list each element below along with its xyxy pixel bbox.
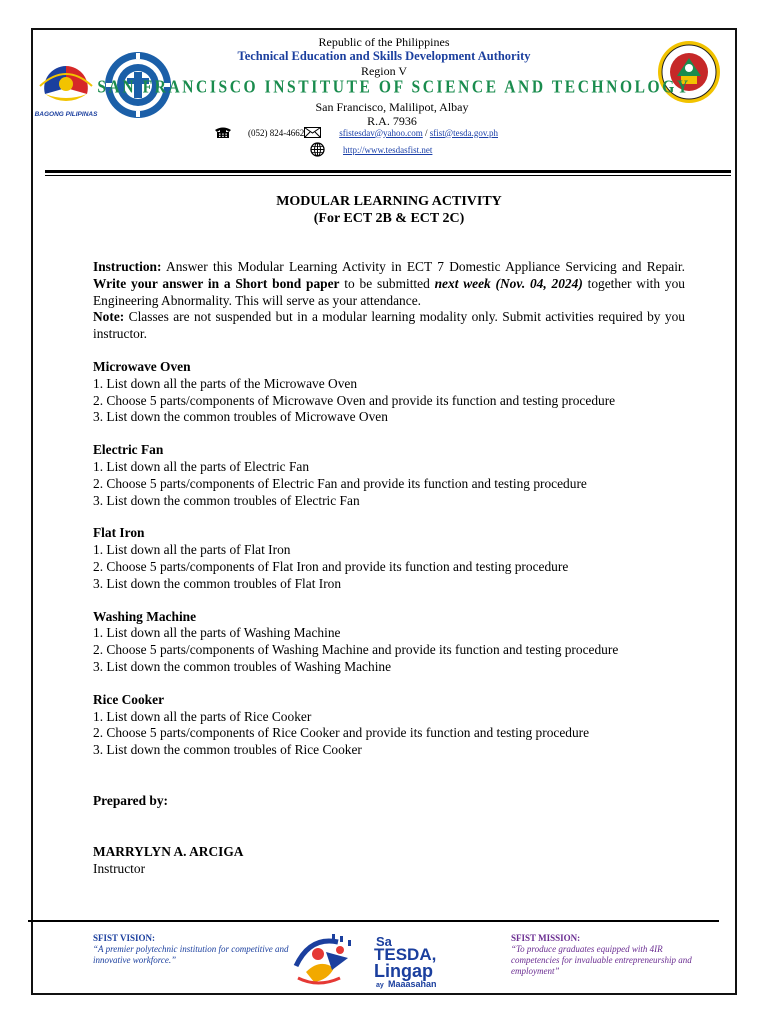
instructor-role: Instructor: [93, 860, 146, 876]
website-row: [310, 142, 432, 157]
list-item: 1. List down all the parts of Rice Cooker: [93, 708, 312, 724]
section-title: Rice Cooker: [93, 691, 165, 707]
school-address: San Francisco, Malilipot, Albay: [315, 100, 469, 114]
document-body: [93, 259, 685, 877]
instruction-text-1: Answer this Modular Learning Activity in ECT 7 Domestic Appliance Servicing and Repair.: [161, 259, 685, 274]
envelope-icon: [304, 127, 321, 138]
list-item: 1. List down all the parts of Flat Iron: [93, 542, 291, 558]
list-item: 3. List down the common troubles of Microwave Oven: [93, 409, 388, 425]
list-item: 3. List down the common troubles of Flat Iron: [93, 575, 342, 591]
section-flat-iron: [93, 525, 685, 592]
website-link[interactable]: http://www.tesdasfist.net: [343, 144, 433, 155]
activity-subtitle: (For ECT 2B & ECT 2C): [313, 211, 465, 226]
list-item: 1. List down all the parts of Electric Fan: [93, 458, 310, 474]
list-item: 1. List down all the parts of Washing Machine: [93, 625, 341, 641]
instructor-name: MARRYLYN A. ARCIGA: [93, 843, 244, 859]
lingap-sa: Sa: [376, 934, 392, 949]
list-item: 3. List down the common troubles of Electric Fan: [93, 492, 360, 508]
lingap-maaasahan: Maaasahan: [388, 979, 437, 989]
phone-icon: [214, 126, 232, 139]
email-link-yahoo[interactable]: sfistesdav@yahoo.com: [339, 127, 423, 138]
republic-line: Republic of the Philippines: [318, 35, 450, 49]
instruction-text-2: to be submitted: [339, 275, 435, 291]
section-title: Washing Machine: [93, 608, 197, 624]
region-line: Region V: [360, 64, 408, 78]
mission-label: SFIST MISSION:: [511, 933, 581, 943]
email-separator: /: [422, 127, 430, 138]
tesda-lingap-logo: [288, 928, 478, 990]
lingap-tesda: TESDA,: [374, 945, 437, 964]
list-item: 2. Choose 5 parts/components of Microwave Oven and provide its function and testing procedure: [93, 392, 616, 408]
list-item: 3. List down the common troubles of Washing Machine: [93, 658, 392, 674]
list-item: 2. Choose 5 parts/components of Washing Machine and provide its function and testing procedure: [93, 642, 619, 658]
school-name: SAN FRANCISCO INSTITUTE OF SCIENCE AND TECHNOLOGY: [97, 77, 691, 98]
header-rule-thick: [45, 170, 731, 173]
section-title: Electric Fan: [93, 442, 164, 458]
vision-label: SFIST VISION:: [93, 933, 155, 943]
prepared-by-label: Prepared by:: [93, 792, 169, 808]
sfist-vision: [93, 933, 293, 966]
lingap-lingap: Lingap: [374, 961, 433, 981]
section-microwave-oven: [93, 359, 685, 426]
list-item: 2. Choose 5 parts/components of Rice Cooker and provide its function and testing procedure: [93, 725, 590, 741]
instruction-bold: Write your answer in a Short bond paper: [93, 275, 340, 291]
contact-row: [214, 126, 498, 139]
header-rule-thin: [45, 175, 731, 176]
bagong-pilipinas-label: BAGONG PILIPINAS: [34, 111, 98, 118]
section-electric-fan: [93, 442, 685, 509]
section-rice-cooker: [93, 692, 685, 759]
note-label: Note:: [93, 309, 125, 325]
footer-rule: [28, 920, 719, 922]
email-link-tesda[interactable]: sfist@tesda.gov.ph: [429, 127, 498, 138]
mission-text: “To produce graduates equipped with 4IR competencies for invaluable entrepreneurship and employment”: [511, 944, 692, 976]
note-paragraph: [93, 309, 685, 343]
phone-number: (052) 824-4662: [248, 127, 305, 138]
activity-title: MODULAR LEARNING ACTIVITY: [276, 194, 502, 209]
republic-act: R.A. 7936: [367, 114, 417, 128]
vision-text: “A premier polytechnic institution for competitive and innovative workforce.”: [93, 944, 289, 965]
instruction-label: Instruction:: [93, 259, 162, 274]
globe-icon: [310, 142, 325, 157]
list-item: 2. Choose 5 parts/components of Electric Fan and provide its function and testing procedure: [93, 475, 587, 491]
agency-name: Technical Education and Skills Development Authority: [237, 49, 531, 63]
lingap-ay: ay: [376, 982, 384, 989]
section-title: Flat Iron: [93, 525, 145, 541]
list-item: 2. Choose 5 parts/components of Flat Iron and provide its function and testing procedure: [93, 558, 569, 574]
sfist-mission: [511, 933, 701, 977]
note-text: Classes are not suspended but in a modular learning modality only. Submit activities required by you instructor.: [93, 309, 685, 342]
list-item: 1. List down all the parts of the Microwave Oven: [93, 375, 358, 391]
list-item: 3. List down the common troubles of Rice Cooker: [93, 742, 362, 758]
section-title: Microwave Oven: [93, 358, 191, 374]
instruction-paragraph: [93, 259, 685, 309]
instruction-deadline: next week (Nov. 04, 2024): [434, 275, 583, 291]
section-washing-machine: [93, 609, 685, 676]
instruction-text-3: together with you Engineering Abnormality. This will serve as your attendance.: [93, 275, 685, 308]
